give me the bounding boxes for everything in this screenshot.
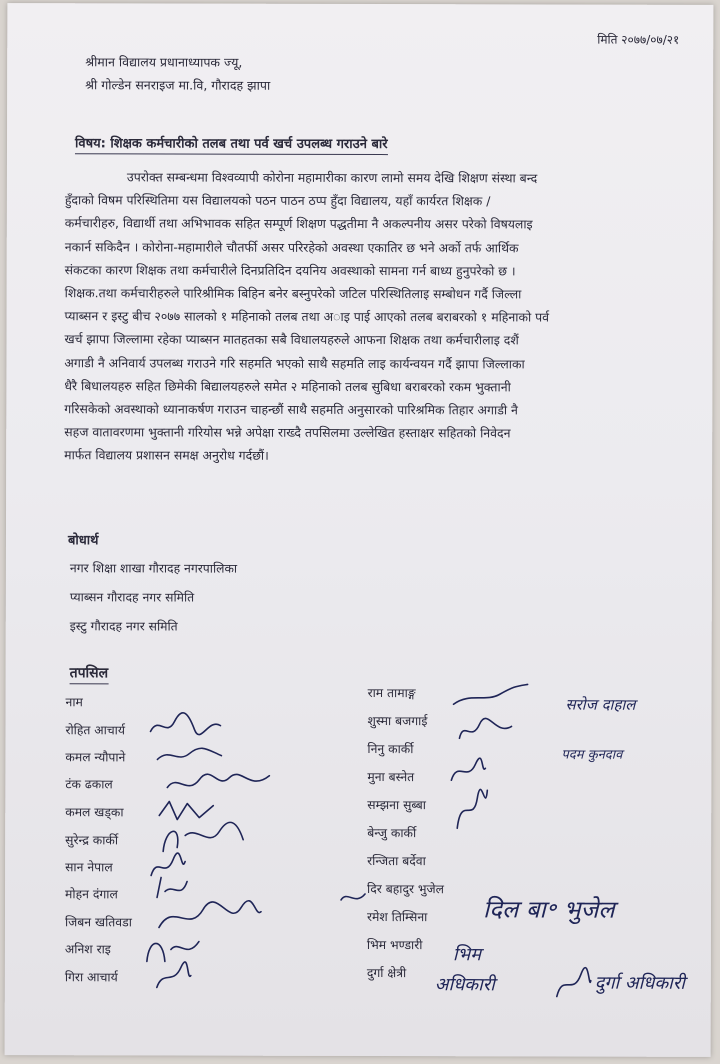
body-line: प्याब्सन र इस्टु बीच २०७७ सालको १ महिनाको तलब तथा अाइ पाई आएको तलब बराबरको १ महिनाको पर्व xyxy=(64,308,550,325)
body-line: उपरोक्त सम्बन्धमा विश्वव्यापी कोरोना महामारीका कारण लामो समय देखि शिक्षण संस्था बन्द xyxy=(126,169,538,186)
signatory-name: टंक ढकाल xyxy=(65,777,113,792)
body-line: कर्मचारीहरु, विद्यार्थी तथा अभिभावक सहित सम्पूर्ण शिक्षण पद्धतीमा नै अकल्पनीय असर परेको विषयलाइ xyxy=(64,215,533,232)
subject-line: विषय: शिक्षक कर्मचारीको तलब तथा पर्व खर्च उपलब्ध गराउने बारे xyxy=(75,133,388,152)
cc-item: प्याब्सन गौरादह नगर समिति xyxy=(69,590,195,605)
letter-date: मिति २०७७/०७/२१ xyxy=(597,32,680,47)
body-line: हुँदाको विषम परिस्थितिमा यस विद्यालयको पठन पाठन ठप्प हुँदा विद्यालय, यहाँ कार्यरत शिक्षक / xyxy=(64,192,491,209)
signature-scribble xyxy=(148,711,228,739)
signatory-name: रन्जिता बर्देवा xyxy=(367,854,426,869)
signatory-name: निनु कार्की xyxy=(367,742,414,757)
signature-scribble xyxy=(451,784,491,834)
body-line: मार्फत विद्यालय प्रशासन समक्ष अनुरोध गर्दछौं। xyxy=(64,447,269,464)
signature-scribble xyxy=(339,886,369,908)
handwritten-name: सरोज दाहाल xyxy=(565,695,636,714)
signatory-name: राम तामाङ्ग xyxy=(367,686,416,701)
annex-title: तपसिल xyxy=(69,665,109,682)
body-line: नकार्न सकिदैन । कोरोना-महामारीले चौतर्फी असर परिरहेको अवस्था एकातिर छ भने अर्को तर्फ आर्थिक xyxy=(64,238,519,256)
signatory-name: गिरा आचार्य xyxy=(64,970,118,985)
signatory-name: अनिश राइ xyxy=(64,942,111,957)
signature-scribble xyxy=(447,756,487,786)
cc-item: इस्टु गौरादह नगर समिति xyxy=(69,619,178,634)
signatory-name: भिम भण्डारी xyxy=(366,938,423,953)
handwritten-name: पदम कुनदाव xyxy=(561,747,623,763)
signature-scribble xyxy=(153,961,193,991)
recipient-line-2: श्री गोल्डेन सनराइज मा.वि, गौरादह झापा xyxy=(85,77,271,93)
handwritten-name: अधिकारी xyxy=(434,974,495,996)
cc-title: बोधार्थ xyxy=(67,533,99,549)
body-line: शिक्षक.तथा कर्मचारीहरुले पारिश्रीमिक बिहिन बनेर बस्नुपरेको जटिल परिस्थितिलाइ सम्बोधन गर्दै जिल्ला xyxy=(64,285,522,302)
signatory-name: मुना बस्नेत xyxy=(367,770,415,785)
signatory-name: मोहन दंगाल xyxy=(65,887,118,902)
handwritten-name: दिल बा॰ भुजेल xyxy=(482,895,615,924)
signature-scribble xyxy=(165,769,275,799)
signatory-name: दुर्गा क्षेत्री xyxy=(366,966,407,981)
body-line: गरिसकेको अवस्थाको ध्यानाकर्षण गराउन चाहन्छौं साथै सहमति अनुसारको पारिश्रमिक तिहार अगाडी नै xyxy=(64,401,518,418)
signature-scribble xyxy=(155,745,225,765)
signatory-name: सान नेपाल xyxy=(65,860,113,875)
letter-body xyxy=(64,165,695,468)
body-line: अगाडी नै अनिवार्य उपलब्ध गराउने गरि सहमति भएको साथै सहमति लाइ कार्यन्वयन गर्दै झापा जिल्लाका xyxy=(64,354,525,372)
signature-scribble xyxy=(553,967,593,1003)
body-line: सहज वातावरणमा भुक्तानी गरियोस भन्ने अपेक्षा राख्दै तपसिलमा उल्लेखित हस्ताक्षर सहितको निवेदन xyxy=(64,424,511,441)
signatory-name: शुस्मा बजगाई xyxy=(367,714,428,729)
signatory-name: सुरेन्द्र कार्की xyxy=(65,833,119,848)
signatory-name: रोहित आचार्य xyxy=(65,723,126,738)
letter-page xyxy=(5,3,714,1057)
signatory-name: रमेश तिम्सिना xyxy=(366,910,428,925)
signatory-name: कमल न्यौपाने xyxy=(65,750,126,765)
signatory-name: बेन्जु कार्की xyxy=(367,826,417,841)
body-line: संकटका कारण शिक्षक तथा कर्मचारीले दिनप्रतिदिन दयनिय अवस्थाको सामना गर्न बाध्य हुनुपरेको छ । xyxy=(64,262,516,279)
signatory-name: जिबन खतिवडा xyxy=(64,915,132,930)
signatory-name: सम्झना सुब्बा xyxy=(367,798,426,813)
signature-scribble xyxy=(452,682,532,712)
name-header: नाम xyxy=(65,695,83,710)
recipient-line-1: श्रीमान विद्यालय प्रधानाध्यापक ज्यू, xyxy=(85,54,243,70)
signatory-name: दिर बहादुर भुजेल xyxy=(367,882,445,897)
handwritten-name: दुर्गा अधिकारी xyxy=(594,972,685,994)
body-line: खर्च झापा जिल्लामा रहेका प्याब्सन मातहतका सबै विधालयहरुले आफना शिक्षक तथा कर्मचारीलाइ दशैं xyxy=(64,331,519,348)
signature-scribble xyxy=(455,716,515,744)
cc-item: नगर शिक्षा शाखा गौरादह नगरपालिका xyxy=(69,561,238,576)
body-line: धैरै बिधालयहरु सहित छिमेकी बिद्यालयहरुले समेत २ महिनाको तलब सुबिधा बराबरको रकम भुक्तानी xyxy=(64,378,511,395)
signatory-name: कमल खड्का xyxy=(65,805,124,820)
handwritten-name: भिम xyxy=(452,944,482,966)
